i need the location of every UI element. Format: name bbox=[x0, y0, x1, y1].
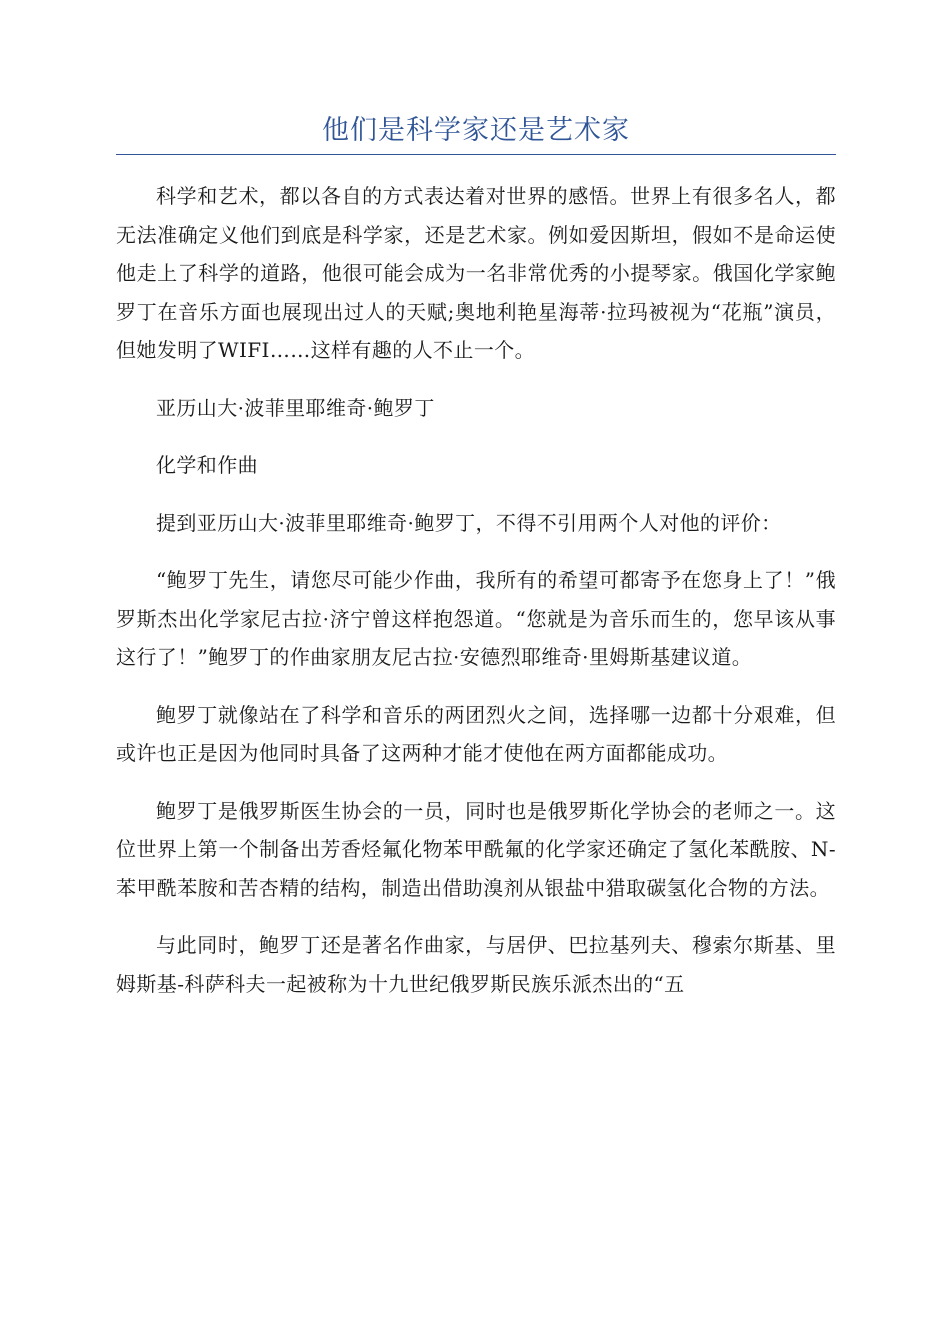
paragraph-between-fires: 鲍罗丁就像站在了科学和音乐的两团烈火之间，选择哪一边都十分艰难，但或许也正是因为他同时具备了这两种才能才使他在两方面都能成功。 bbox=[116, 702, 836, 765]
paragraph-name-heading: 亚历山大·波菲里耶维奇·鲍罗丁 bbox=[156, 395, 435, 420]
paragraph-intro: 科学和艺术，都以各自的方式表达着对世界的感悟。世界上有很多名人，都无法准确定义他们到底是科学家，还是艺术家。例如爱因斯坦，假如不是命运使他走上了科学的道路，他很可能会成为一名非常优秀的小提琴家。俄国化学家鲍罗丁在音乐方面也展现出过人的天赋;奥地利艳星海蒂·拉玛被视为“花瓶”演员，但她发明了WIFI……这样有趣的人不止一个。 bbox=[116, 184, 836, 362]
document-page bbox=[116, 112, 836, 1022]
document-title: 他们是科学家还是艺术家 bbox=[322, 115, 630, 146]
paragraph-quotes: “鲍罗丁先生，请您尽可能少作曲，我所有的希望可都寄予在您身上了！”俄罗斯杰出化学家尼古拉·济宁曾这样抱怨道。“您就是为音乐而生的，您早该从事这行了！”鲍罗丁的作曲家朋友尼古拉·安德烈耶维奇·里姆斯基建议道。 bbox=[116, 568, 836, 669]
paragraph-evaluation-intro: 提到亚历山大·波菲里耶维奇·鲍罗丁，不得不引用两个人对他的评价： bbox=[156, 510, 782, 535]
title-underline bbox=[116, 154, 836, 155]
paragraph-composer: 与此同时，鲍罗丁还是著名作曲家，与居伊、巴拉基列夫、穆索尔斯基、里姆斯基-科萨科夫一起被称为十九世纪俄罗斯民族乐派杰出的“五 bbox=[116, 933, 836, 996]
paragraph-chemistry: 鲍罗丁是俄罗斯医生协会的一员，同时也是俄罗斯化学协会的老师之一。这位世界上第一个制备出芳香烃氟化物苯甲酰氟的化学家还确定了氢化苯酰胺、N-苯甲酰苯胺和苦杏精的结构，制造出借助溴剂从银盐中猎取碳氢化合物的方法。 bbox=[116, 798, 836, 900]
paragraph-subheading: 化学和作曲 bbox=[156, 453, 258, 477]
